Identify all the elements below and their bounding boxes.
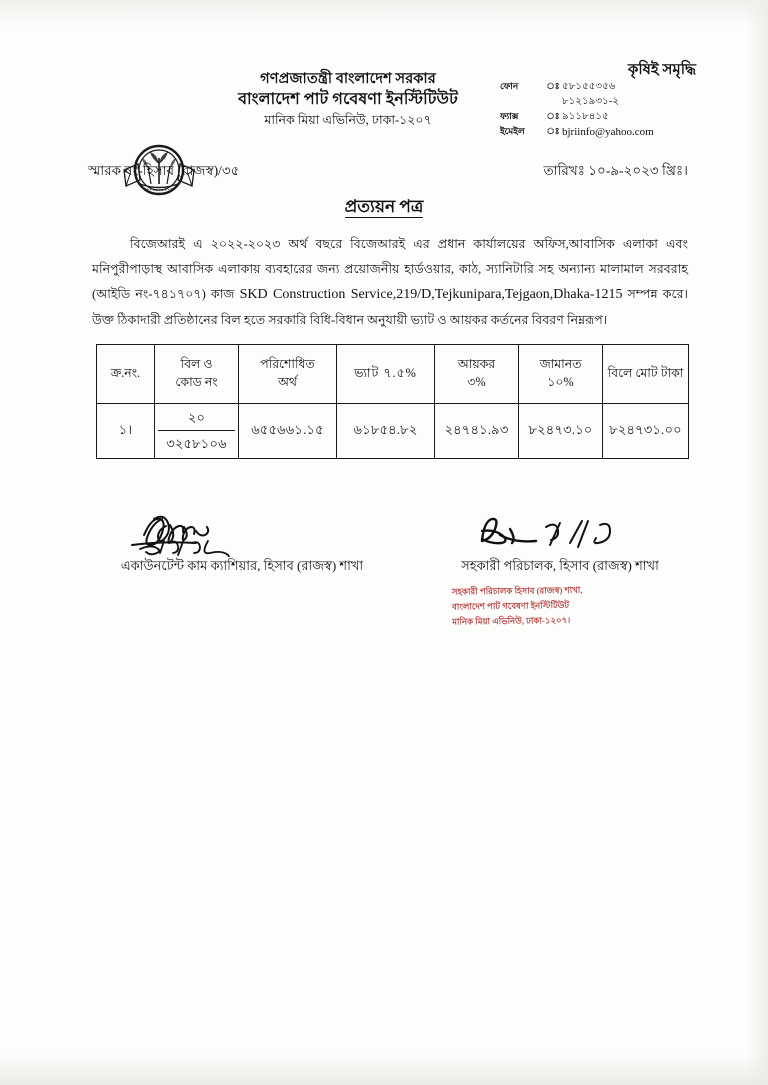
col-header-security-line2: ১০% xyxy=(547,375,574,389)
col-header-tax-line1: আয়কর xyxy=(457,357,496,372)
institute-name: বাংলাদেশ পাট গবেষণা ইনস্টিটিউট xyxy=(238,90,458,108)
col-header-security xyxy=(519,345,603,404)
memo-number: স্মারক নং-হিসাব (রাজস্ব)/৩৫ xyxy=(88,163,240,178)
phone-label-empty xyxy=(500,97,544,112)
table-row xyxy=(97,404,689,459)
email-value: bjriinfo@yahoo.com xyxy=(562,126,654,138)
cell-paid-amount: ৬৫৫৬৬১.১৫ xyxy=(239,404,337,459)
email-colon: ঃ xyxy=(546,126,560,136)
cell-income-tax: ২৪৭৪১.৯৩ xyxy=(435,404,519,459)
cell-vat: ৬১৮৫৪.৮২ xyxy=(337,404,435,459)
signature-block-left xyxy=(92,505,392,578)
page-title xyxy=(0,194,768,222)
col-header-tax-line2: ৩% xyxy=(467,375,486,389)
body-part-2: সম্পন্ন করে। উক্ত ঠিকাদারী প্রতিষ্ঠানের বিল হতে সরকারি বিধি-বিধান অনুযায়ী ভ্যাট ও আয়কর কর্তনের বিবরণ নিম্নরূপ। xyxy=(92,287,689,328)
contact-block xyxy=(500,82,654,143)
scan-edge-top xyxy=(0,0,768,26)
cell-code-no: ৩২৫৮১০৬ xyxy=(166,436,227,451)
contact-row-fax xyxy=(500,112,654,127)
cell-bill-total: ৮২৪৭৩১.০০ xyxy=(603,404,689,459)
col-header-security-line1: জামানত xyxy=(539,357,582,372)
motto: কৃষিই সমৃদ্ধি xyxy=(627,62,696,78)
col-header-income-tax xyxy=(435,345,519,404)
contractor-name: SKD Construction Service,219/D,Tejkunipara,Tejgaon,Dhaka-1215 xyxy=(239,287,623,303)
bill-deduction-table xyxy=(96,344,689,459)
col-header-bill-code xyxy=(155,345,239,404)
stamp-line-2: বাংলাদেশ পাট গবেষণা ইনস্টিটিউট xyxy=(451,600,570,612)
memo-date-row xyxy=(88,160,688,183)
col-header-bill-line2: কোড নং xyxy=(175,375,218,389)
col-header-paid-line2: অর্থ xyxy=(278,375,297,389)
col-header-paid-line1: পরিশোধিত xyxy=(260,357,315,372)
scan-edge-bottom xyxy=(0,1055,768,1085)
stamp-line-1: সহকারী পরিচালক হিসাব (রাজস্ব) শাখা, xyxy=(451,584,583,597)
email-label: ইমেইল xyxy=(500,126,525,136)
phone-value-2: ৮১২১৯৩১-২ xyxy=(562,96,620,107)
bill-table-wrapper xyxy=(96,344,688,459)
phone-colon: ঃ xyxy=(546,81,560,91)
cell-security: ৮২৪৭৩.১০ xyxy=(519,404,603,459)
body-part-1: বিজেআরই এ ২০২২-২০২৩ অর্থ বছরে বিজেআরই এর প্রধান কার্যালয়ের অফিস,আবাসিক এলাকা এবং মনিপুরীপাড়াস্থ আবাসিক এলাকায় ব্যবহারের জন্য প্রয়োজনীয় হার্ডওয়ার, কাঠ, স্যানিটারি সহ অন্যান্য মালামাল সরবরাহ (আইডি নং-৭৪১৭০৭) কাজ xyxy=(92,237,688,302)
scan-edge-right xyxy=(746,0,768,1085)
organization-block xyxy=(198,70,498,128)
signature-caption-left: একাউনটেন্ট কাম ক্যাশিয়ার, হিসাব (রাজস্ব) শাখা xyxy=(120,558,364,573)
institute-address: মানিক মিয়া এভিনিউ, ঢাকা-১২০৭ xyxy=(264,113,432,128)
letterhead xyxy=(0,58,768,158)
phone-value-1: ৫৮১৫৫৩৫৬ xyxy=(562,81,616,92)
fax-label: ফ্যাক্স xyxy=(500,111,519,121)
document-date: তারিখঃ ১০-৯-২০২৩ খ্রিঃ। xyxy=(543,163,688,178)
signature-block-right xyxy=(410,505,710,578)
fax-value: ৯১১৮৪১৫ xyxy=(562,111,609,122)
page-title-text: প্রত্যয়ন পত্র xyxy=(344,197,424,216)
col-header-bill-line1: বিল ও xyxy=(180,357,213,372)
col-header-serial: ক্র.নং. xyxy=(97,345,155,404)
signature-mark-right xyxy=(410,505,710,557)
government-line: গণপ্রজাতন্ত্রী বাংলাদেশ সরকার xyxy=(260,71,436,87)
contact-row-email xyxy=(500,127,654,143)
cell-bill-no: ২০ xyxy=(158,406,235,431)
body-paragraph xyxy=(92,232,688,333)
table-header-row xyxy=(97,345,689,404)
col-header-vat xyxy=(337,345,435,404)
contact-row-phone-2 xyxy=(500,97,654,112)
col-header-vat-text: ভ্যাট ৭.৫% xyxy=(354,366,417,380)
stamp-line-3: মানিক মিয়া এভিনিউ, ঢাকা-১২০৭। xyxy=(452,615,571,627)
cell-bill-code xyxy=(155,404,239,459)
official-stamp xyxy=(452,581,693,629)
signature-mark-left xyxy=(92,505,392,557)
col-header-paid xyxy=(239,345,337,404)
phone-label: ফোন xyxy=(500,81,519,91)
contact-row-phone xyxy=(500,82,654,97)
signature-caption-right: সহকারী পরিচালক, হিসাব (রাজস্ব) শাখা xyxy=(461,558,659,573)
col-header-total: বিলে মোট টাকা xyxy=(603,345,689,404)
cell-serial: ১। xyxy=(97,404,155,459)
fax-colon: ঃ xyxy=(546,111,560,121)
phone-colon-empty xyxy=(544,97,562,112)
